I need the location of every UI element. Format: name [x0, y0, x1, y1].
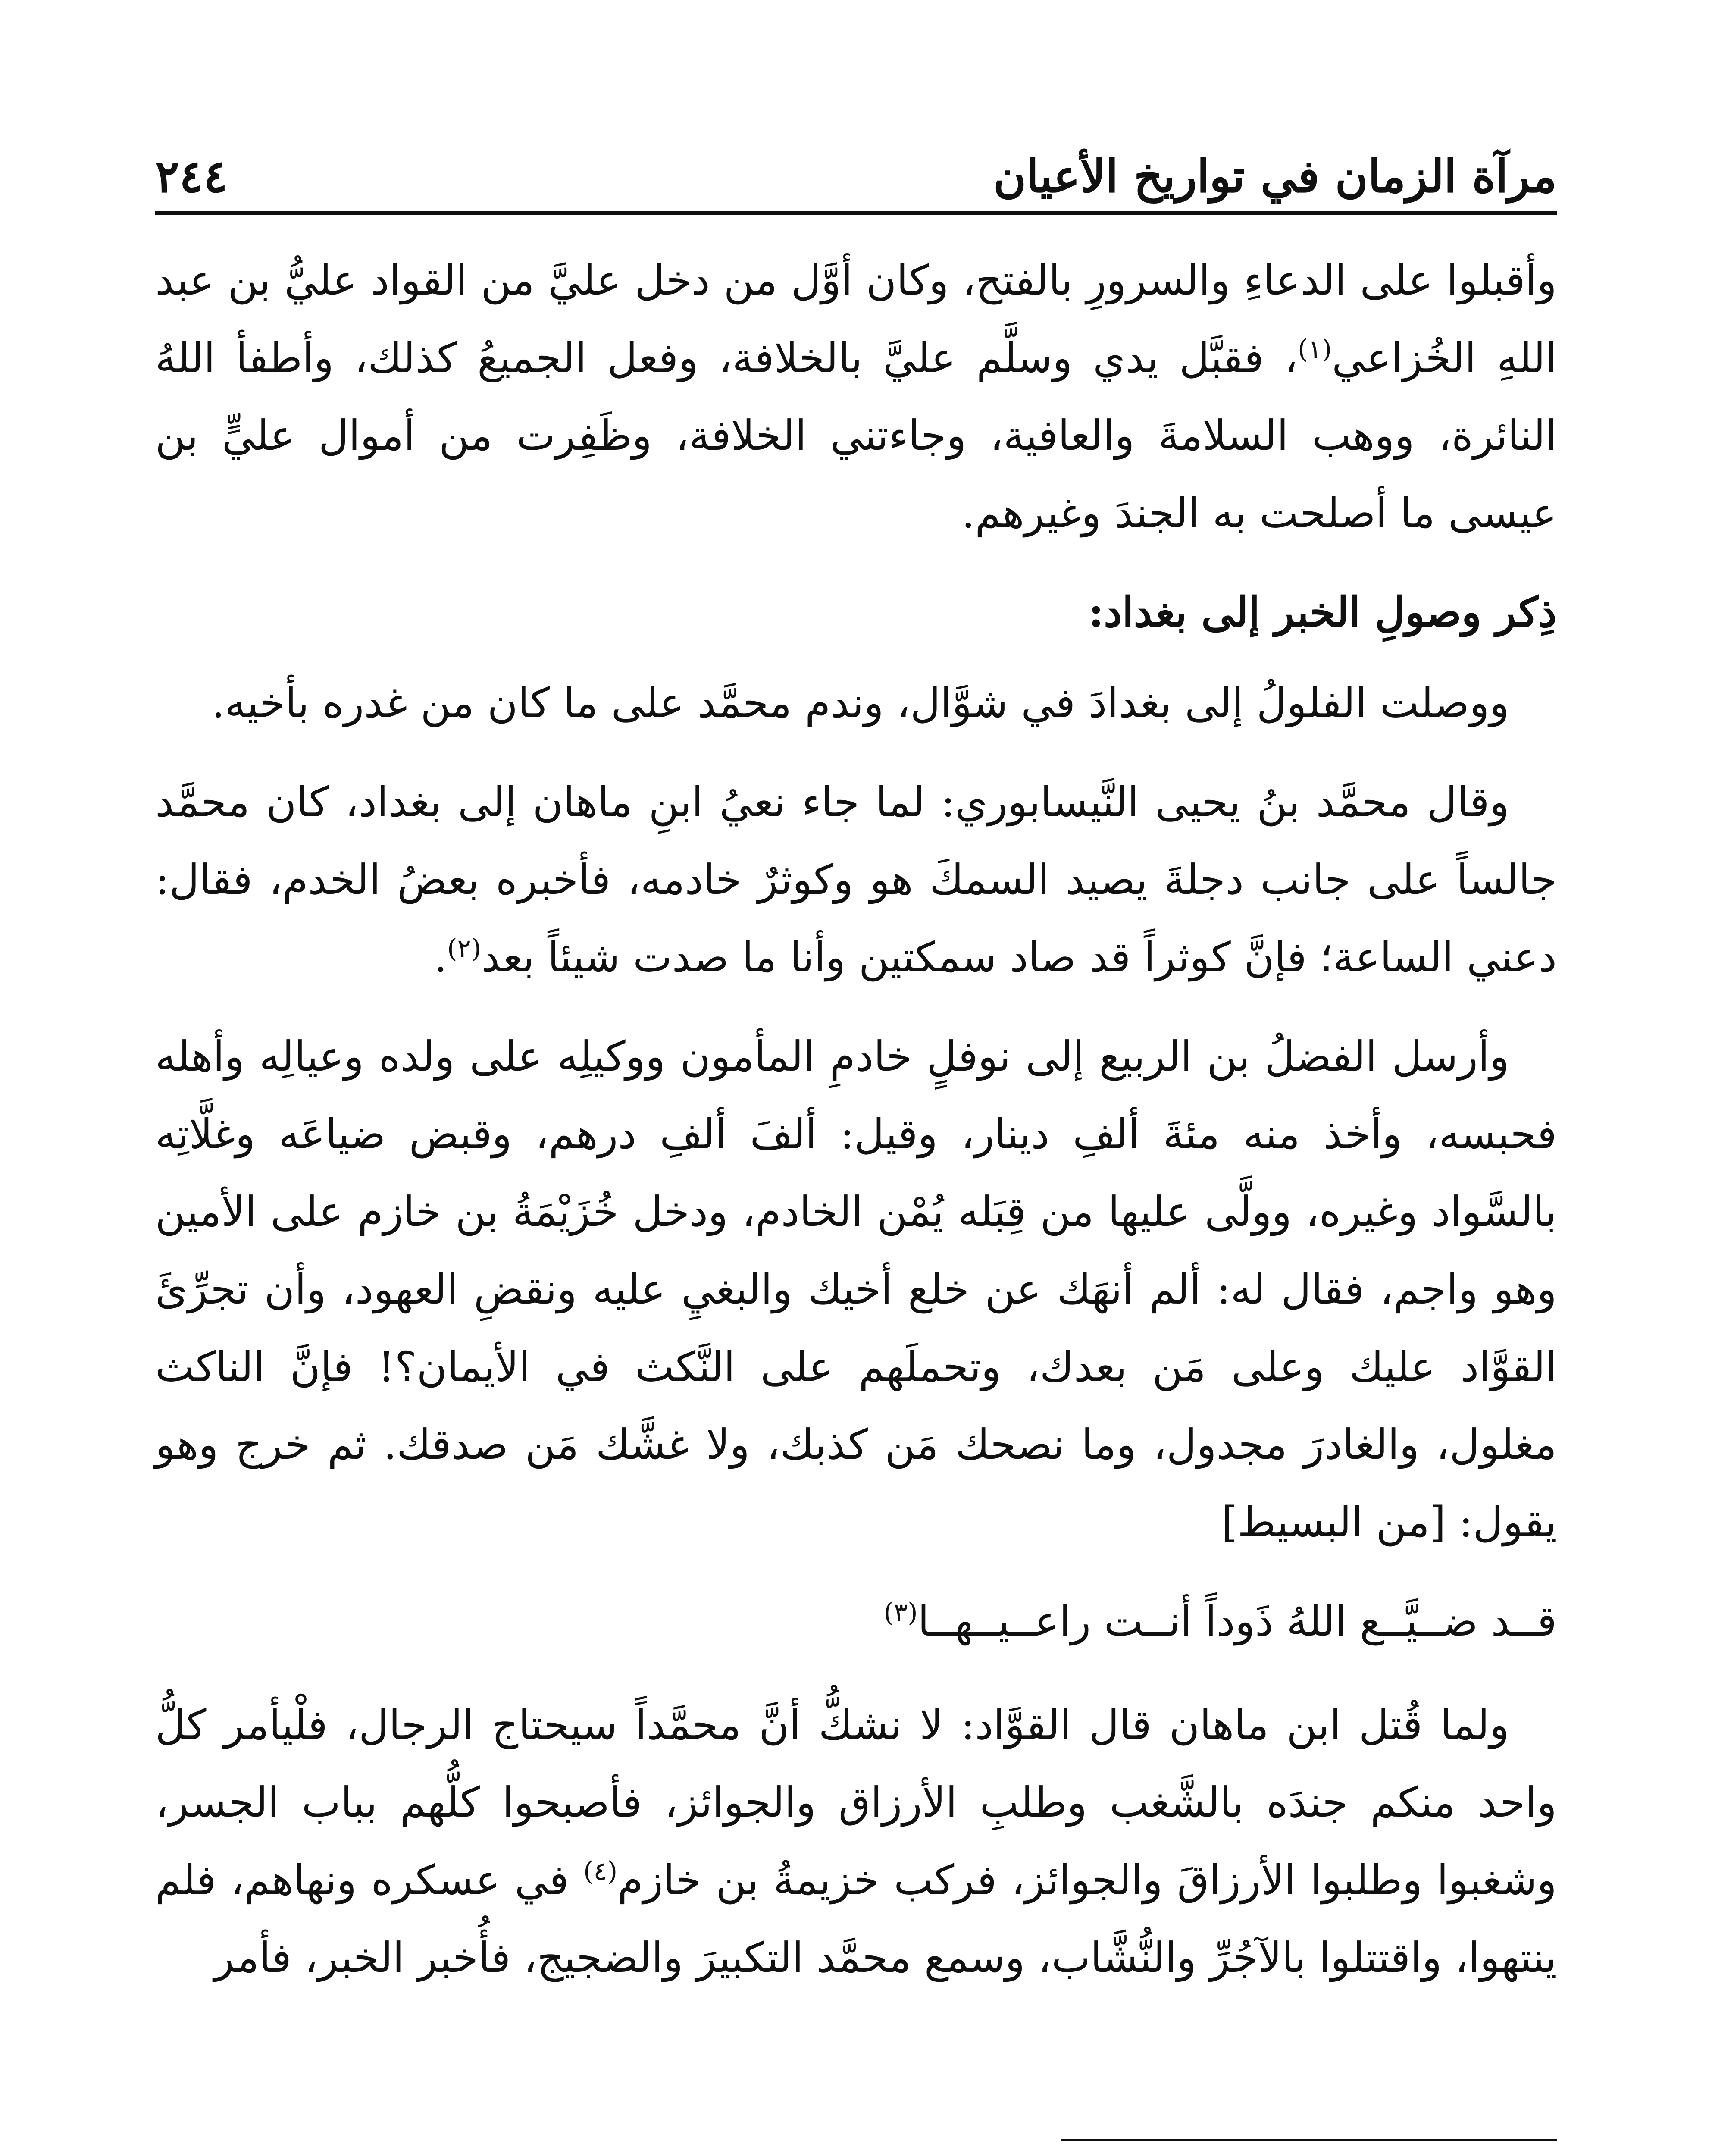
footnote-ref-1: (١) — [1298, 334, 1332, 364]
main-text — [155, 241, 1557, 2018]
book-title: مرآة الزمان في تواريخ الأعيان — [993, 149, 1557, 203]
paragraph-4: وأرسل الفضلُ بن الربيع إلى نوفلٍ خادمِ المأمون ووكيلِه على ولده وعيالِه وأهله فحبسه، وأخذ منه مئةَ ألفِ دينار، وقيل: ألفَ ألفِ درهم، وقبض ضياعَه وغلَّاتِه بالسَّواد وغيره، وولَّى عليها من قِبَله يُمْن الخادم، ودخل خُزَيْمَةُ بن خازم على الأمين وهو واجم، فقال له: ألم أنهَك عن خلع أخيك والبغيِ عليه ونقضِ العهود، وأن تجرِّئَ القوَّاد عليك وعلى مَن بعدك، وتحملَهم على النَّكث في الأيمان؟! فإنَّ الناكث مغلول، والغادرَ مجدول، وما نصحك مَن كذبك، ولا غشَّك مَن صدقك. ثم خرج وهو يقول: [من البسيط] — [155, 1032, 1557, 1546]
paragraph-5: ولما قُتل ابن ماهان قال القوَّاد: لا نشكُّ أنَّ محمَّداً سيحتاج الرجال، فلْيأمر كلُّ واحد منكم جندَه بالشَّغب وطلبِ الأرزاق والجوائز، فأصبحوا كلُّهم بباب الجسر، وشغبوا وطلبوا الأرزاقَ والجوائز، فركب خزيمةُ بن خازم$^{(٤)}$ في عسكره ونهاهم، فلم ينتهوا، واقتتلوا بالآجُرِّ والنُّشَّاب، وسمع محمَّد التكبيرَ والضجيج، فأُخبر الخبر، فأمر — [155, 1701, 1557, 1982]
running-header — [155, 142, 1557, 211]
poem-verse: قــد ضــيَّــع اللهُ ذَوداً أنــت راعــيــهــا$^{(٣)}$ — [883, 1597, 1557, 1645]
footnote-ref-2: (٢) — [447, 934, 482, 964]
footnote-ref-3: (٣) — [883, 1598, 918, 1628]
paragraph-2: ووصلت الفلولُ إلى بغدادَ في شوَّال، وندم محمَّد على ما كان من غدره بأخيه. — [211, 679, 1509, 727]
header-divider — [155, 211, 1557, 215]
paragraph-3: وقال محمَّد بنُ يحيى النَّيسابوري: لما جاء نعيُ ابنِ ماهان إلى بغداد، كان محمَّد جالساً على جانب دجلةَ يصيد السمكَ هو وكوثرٌ خادمه، فأخبره بعضُ الخدم، فقال: دعني الساعة؛ فإنَّ كوثراً قد صاد سمكتين وأنا ما صدت شيئاً بعد$^{(٢)}$. — [155, 778, 1557, 981]
page-number: ٢٤٤ — [155, 149, 228, 203]
footnote-divider — [1061, 2139, 1557, 2141]
section-heading: ذِكر وصولِ الخبر إلى بغداد: — [1088, 588, 1557, 636]
paragraph-1: وأقبلوا على الدعاءِ والسرورِ بالفتح، وكان أوَّل من دخل عليَّ من القواد عليُّ بن عبد اللهِ الخُزاعي$^{(١)}$، فقبَّل يدي وسلَّم عليَّ بالخلافة، وفعل الجميعُ كذلك، وأطفأ اللهُ النائرة، ووهب السلامةَ والعافية، وجاءتني الخلافة، وظَفِرت من أموال عليٍّ بن عيسى ما أصلحت به الجندَ وغيرهم. — [155, 256, 1557, 537]
footnote-ref-4: (٤) — [583, 1856, 618, 1887]
